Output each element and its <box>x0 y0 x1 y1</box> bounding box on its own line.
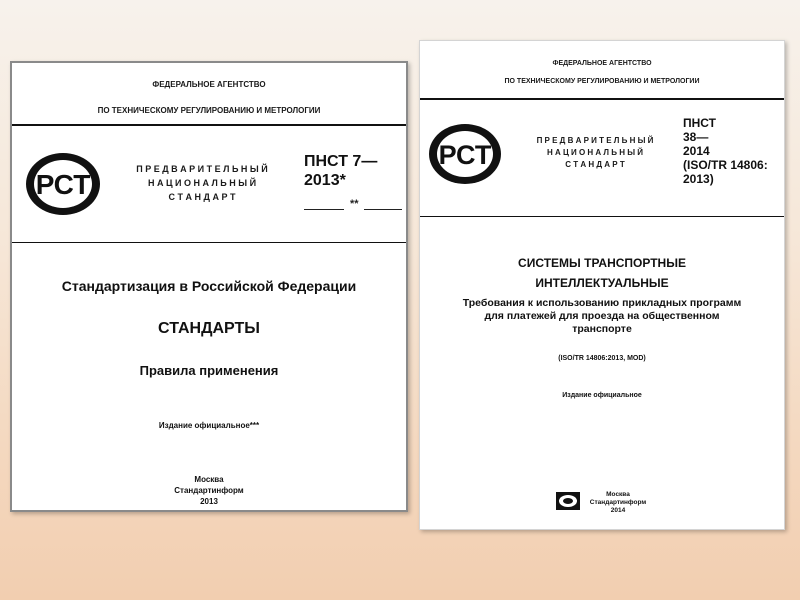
right-subtitle-line-1: Требования к использованию прикладных программ <box>462 297 742 309</box>
left-edition-note: Издание официальное*** <box>158 421 260 430</box>
right-code-line-1: ПНСТ <box>683 116 716 130</box>
right-prelim-line-3: С Т А Н Д А Р Т <box>565 160 625 169</box>
left-preliminary-label <box>122 162 282 204</box>
right-title-line-2: ИНТЕЛЛЕКТУАЛЬНЫЕ <box>535 276 669 290</box>
right-imprint <box>588 491 648 515</box>
right-publisher: Стандартинформ <box>589 499 647 506</box>
left-blank-marks: ** <box>350 198 359 210</box>
left-blank-line-1 <box>304 209 344 210</box>
left-agency-line-2: ПО ТЕХНИЧЕСКОМУ РЕГУЛИРОВАНИЮ И МЕТРОЛОГИИ <box>97 106 321 115</box>
left-publisher: Стандартинформ <box>174 486 244 495</box>
left-code-line-2: 2013* <box>304 172 346 190</box>
right-standard-code <box>683 116 768 186</box>
right-title-line-1: СИСТЕМЫ ТРАНСПОРТНЫЕ <box>518 256 686 270</box>
right-edition-note: Издание официальное <box>562 392 642 399</box>
right-code-line-4: (ISO/TR 14806: <box>683 158 768 172</box>
left-city: Москва <box>194 475 224 484</box>
right-code-line-2: 38— <box>683 130 709 144</box>
right-subtitle-line-3: транспорте <box>572 323 632 335</box>
left-subtitle: СТАНДАРТЫ <box>158 320 260 337</box>
right-prelim-line-2: Н А Ц И О Н А Л Ь Н Ы Й <box>546 148 644 157</box>
left-prelim-line-1: П Р Е Д В А Р И Т Е Л Ь Н Ы Й <box>136 164 268 174</box>
right-prelim-line-1: П Р Е Д В А Р И Т Е Л Ь Н Ы Й <box>536 136 654 145</box>
left-standard-code <box>304 152 377 190</box>
right-header-divider <box>420 98 784 100</box>
left-imprint <box>12 474 406 507</box>
right-subtitle-line-2: для платежей для проезда на общественном <box>484 310 720 322</box>
right-title <box>420 253 784 293</box>
right-subtitle <box>420 297 784 336</box>
right-title-divider <box>420 216 784 217</box>
right-year: 2014 <box>610 507 626 514</box>
left-agency-line-1: ФЕДЕРАЛЬНОЕ АГЕНТСТВО <box>152 80 266 89</box>
left-title: Стандартизация в Российской Федерации <box>61 278 357 294</box>
publisher-logo-icon <box>555 491 581 511</box>
left-title-divider <box>12 242 406 243</box>
svg-text:РСТ: РСТ <box>438 140 492 170</box>
left-blank-line-2 <box>364 209 402 210</box>
left-code-line-1: ПНСТ 7— <box>304 153 378 170</box>
right-code-line-5: 2013) <box>683 172 714 186</box>
right-document-page <box>419 40 785 530</box>
left-prelim-line-3: С Т А Н Д А Р Т <box>168 192 236 202</box>
right-preliminary-label <box>520 135 670 171</box>
right-iso-reference: (ISO/TR 14806:2013, MOD) <box>558 355 646 362</box>
right-code-line-3: 2014 <box>683 144 710 158</box>
rst-logo-icon <box>427 122 503 186</box>
svg-text:РСТ: РСТ <box>35 169 91 200</box>
left-header-divider <box>12 124 406 126</box>
right-agency-line-1: ФЕДЕРАЛЬНОЕ АГЕНТСТВО <box>552 60 652 67</box>
left-prelim-line-2: Н А Ц И О Н А Л Ь Н Ы Й <box>147 178 257 188</box>
right-city: Москва <box>606 491 630 498</box>
left-year: 2013 <box>200 497 218 506</box>
left-document-page <box>10 61 408 512</box>
rst-logo-icon <box>24 151 102 217</box>
left-subtitle-2: Правила применения <box>139 363 279 378</box>
right-agency-line-2: ПО ТЕХНИЧЕСКОМУ РЕГУЛИРОВАНИЮ И МЕТРОЛОГИИ <box>504 78 700 85</box>
